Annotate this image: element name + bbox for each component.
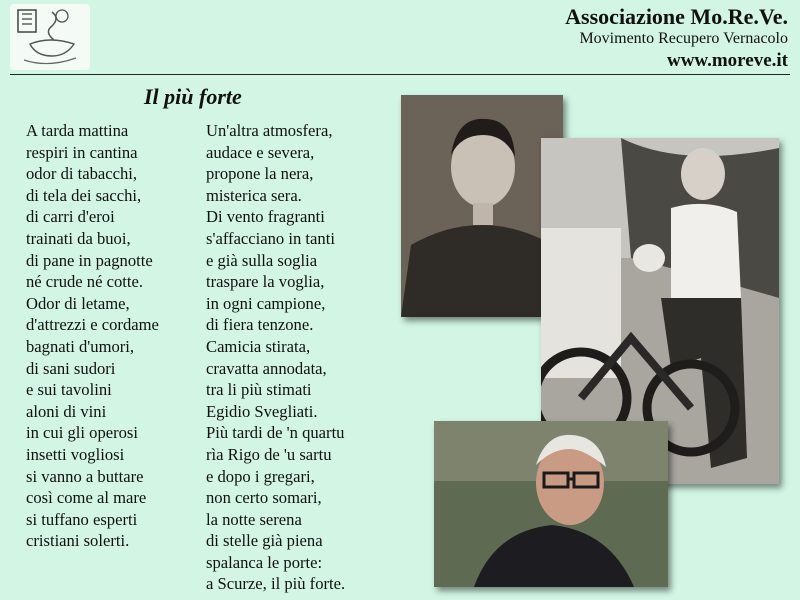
poem-title: Il più forte [144, 84, 242, 109]
poem-line: a Scurze, il più forte. [206, 574, 346, 594]
poem-line: la notte serena [206, 509, 302, 529]
poem-line: respiri in cantina [26, 142, 138, 162]
poem-line: in cui gli operosi [26, 423, 138, 443]
photo-young-boy [401, 95, 563, 317]
poem-line: di carri d'eroi [26, 207, 115, 227]
poem-line: in ogni campione, [206, 293, 326, 313]
poem-line: rìa Rigo de 'u sartu [206, 444, 332, 464]
poem-line: di fiera tenzone. [206, 315, 314, 335]
header-divider [10, 74, 790, 75]
poem-line: Un'altra atmosfera, [206, 121, 333, 140]
poem-line: misterica sera. [206, 185, 302, 205]
poem-line: si tuffano esperti [26, 509, 138, 529]
poem-line: bagnati d'umori, [26, 336, 135, 356]
poem-line: A tarda mattina [26, 121, 129, 140]
poem-line: così come al mare [26, 488, 147, 508]
association-logo [10, 4, 90, 70]
poem-line: Più tardi de 'n quartu [206, 423, 345, 443]
poem-column-2 [206, 120, 345, 595]
poem-line: non certo somari, [206, 488, 322, 508]
poem-line: tra li più stimati [206, 380, 312, 400]
poem-line: di stelle già piena [206, 531, 323, 551]
poem-line: Di vento fragranti [206, 207, 325, 227]
poem-line: Camicia stirata, [206, 336, 311, 356]
poem-line: aloni di vini [26, 401, 107, 421]
poem-line: né crude né cotte. [26, 272, 144, 292]
poem-line: Egidio Svegliati. [206, 401, 318, 421]
poem-line: trainati da buoi, [26, 228, 131, 248]
poem-line: traspare la voglia, [206, 272, 325, 292]
header [565, 4, 788, 74]
poem-line: di tela dei sacchi, [26, 185, 142, 205]
poem-line: e già sulla soglia [206, 250, 318, 270]
poem-line: odor di tabacchi, [26, 164, 138, 184]
poem-line: d'attrezzi e cordame [26, 315, 159, 335]
poem-line: di pane in pagnotte [26, 250, 153, 270]
poem-line: cristiani solerti. [26, 531, 130, 551]
poem-line: cravatta annodata, [206, 358, 327, 378]
poem-line: si vanno a buttare [26, 466, 144, 486]
poem-line: audace e severa, [206, 142, 315, 162]
org-subtitle: Movimento Recupero Vernacolo [579, 30, 788, 47]
poem-line: spalanca le porte: [206, 552, 323, 572]
poem-line: insetti vogliosi [26, 444, 125, 464]
org-name: Associazione Mo.Re.Ve. [565, 4, 788, 29]
poem-line: s'affacciano in tanti [206, 228, 335, 248]
poem-line: Odor di letame, [26, 293, 130, 313]
photo-elderly-man [434, 421, 668, 587]
poem-line: e dopo i gregari, [206, 466, 315, 486]
poem-line: propone la nera, [206, 164, 314, 184]
website-link[interactable]: www.moreve.it [666, 50, 788, 71]
poem-line: di sani sudori [26, 358, 116, 378]
logo-drawing-icon [10, 4, 90, 70]
poem-line: e sui tavolini [26, 380, 112, 400]
poem-column-1 [26, 120, 159, 552]
